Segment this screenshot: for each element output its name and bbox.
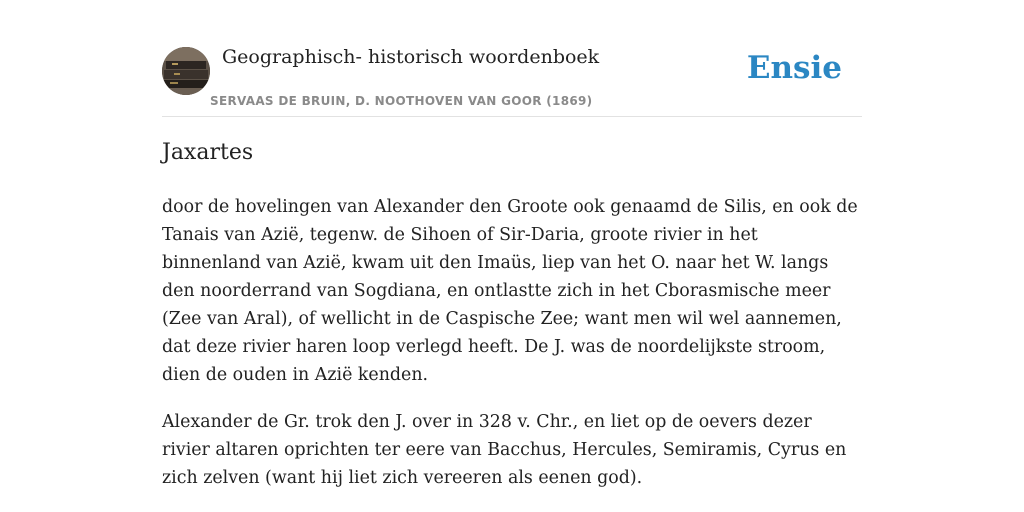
entry-title: Jaxartes xyxy=(162,140,254,165)
entry-paragraph: Alexander de Gr. trok den J. over in 328 v. Chr., en liet op de oevers dezer rivier altaren oprichten ter eere van Bacchus, Hercules, Semiramis, Cyrus en zich zelven (want hij liet zich vereeren als eenen god). xyxy=(162,412,847,488)
book-title[interactable]: Geographisch- historisch woordenboek xyxy=(222,46,600,68)
book-header xyxy=(162,40,862,117)
book-cover-avatar[interactable] xyxy=(162,47,210,95)
book-cover-icon xyxy=(162,47,210,95)
entry-body xyxy=(162,193,862,511)
entry-paragraph: door de hovelingen van Alexander den Groote ook genaamd de Silis, en ook de Tanais van Azië, tegenw. de Sihoen of Sir-Daria, groote rivier in het binnenland van Azië, kwam uit den Imaüs, liep van het O. naar het W. langs den noorderrand van Sogdiana, en ontlastte zich in het Cborasmische meer (Zee van Aral), of wellicht in de Caspische Zee; want men wil wel aannemen, dat deze rivier haren loop verlegd heeft. De J. was de noordelijkste stroom, dien de ouden in Azië kenden. xyxy=(162,197,858,385)
book-authors-year: SERVAAS DE BRUIN, D. NOOTHOVEN VAN GOOR (1869) xyxy=(210,94,593,108)
ensie-logo[interactable]: Ensie xyxy=(746,50,842,86)
